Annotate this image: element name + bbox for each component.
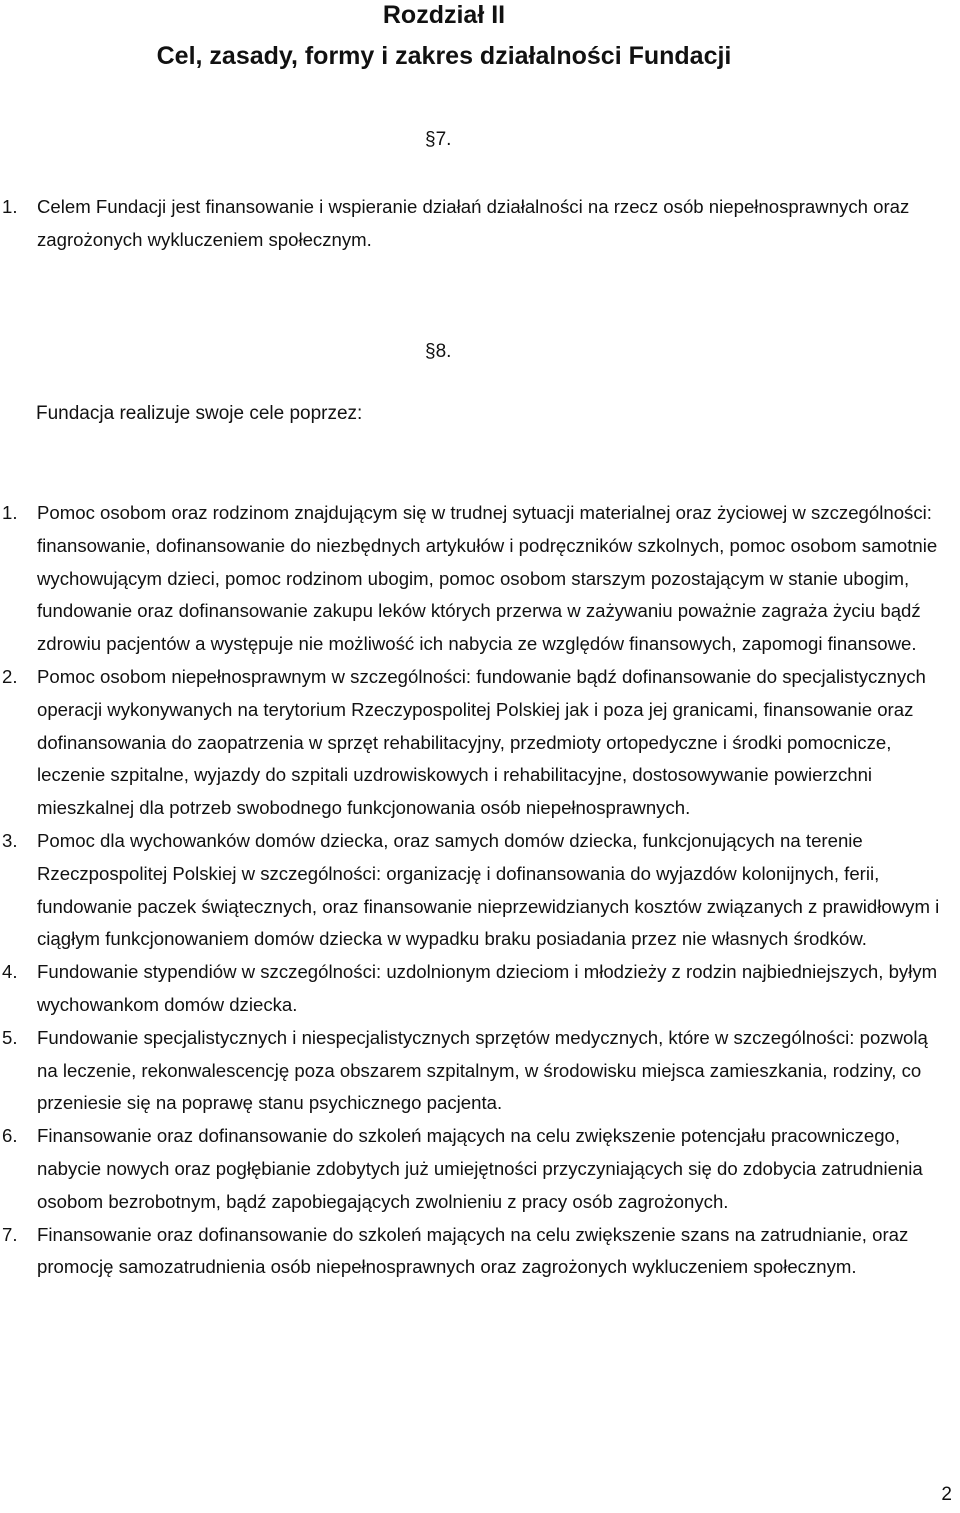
- list-item: [0, 190, 942, 256]
- list-item-number: 1.: [2, 502, 18, 523]
- section-7-list: [0, 190, 942, 256]
- list-item: [0, 956, 942, 1022]
- list-item-text: Pomoc osobom niepełnosprawnym w szczególności: fundowanie bądź dofinansowanie do specjalistycznych operacji wykonywanych na terytorium Rzeczypospolitej Polskiej jak i poza jej granicami, finansowanie oraz dofinansowania do zaopatrzenia w sprzęt rehabilitacyjny, przedmioty ortopedyczne i środki pomocnicze, leczenie szpitalne, wyjazdy do szpitali uzdrowiskowych i rehabilitacyjne, dostosowywanie powierzchni mieszkalnej dla potrzeb swobodnego funkcjonowania osób niepełnosprawnych.: [37, 665, 926, 819]
- list-item: [0, 1120, 942, 1218]
- section-8-mark: §8.: [425, 341, 452, 362]
- list-item-text: Fundowanie stypendiów w szczególności: uzdolnionym dzieciom i młodzieży z rodzin najbiedniejszych, byłym wychowankom domów dziecka.: [37, 961, 938, 1015]
- list-item: [0, 661, 942, 825]
- list-item: [0, 1022, 942, 1120]
- list-item-text: Pomoc dla wychowanków domów dziecka, oraz samych domów dziecka, funkcjonujących na terenie Rzeczpospolitej Polskiej w szczególności: organizację i dofinansowania do wyjazdów kolonijnych, ferii, fundowanie paczek świątecznych, oraz finansowanie nieprzewidzianych kosztów związanych z prawidłowym i ciągłym funkcjonowaniem domów dziecka w wypadku braku posiadania przez nie własnych środków.: [37, 829, 940, 950]
- list-item-number: 5.: [2, 1026, 18, 1048]
- list-item: [0, 1219, 942, 1285]
- list-item: [0, 825, 942, 956]
- list-item-text: Finansowanie oraz dofinansowanie do szkoleń mających na celu zwiększenie potencjału pracowniczego, nabycie nowych oraz pogłębianie zdobytych już umiejętności przyczyniających się do zdobycia zatrudnienia osobom bezrobotnym, bądź zapobiegających zwolnieniu z pracy osób zagrożonych.: [37, 1125, 923, 1212]
- list-item-number: 1.: [2, 196, 18, 217]
- page-number: 2: [941, 1484, 952, 1505]
- section-8-list: [0, 497, 942, 1284]
- section-8-intro: Fundacja realizuje swoje cele poprzez:: [36, 403, 363, 424]
- chapter-subtitle: Cel, zasady, formy i zakres działalności Fundacji: [156, 42, 732, 70]
- list-item-text: Pomoc osobom oraz rodzinom znajdującym się w trudnej sytuacji materialnej oraz życiowej w szczególności: finansowanie, dofinansowanie do niezbędnych artykułów i podręczników szkolnych, pomoc osobom samotnie wychowującym dzieci, pomoc rodzinom ubogim, pomoc osobom starszym pozostającym w stanie ubogim, fundowanie oraz dofinansowanie zakupu leków których przerwa w zażywaniu poważnie zagraża życiu bądź zdrowiu pacjentów a występuje nie możliwość ich nabycia ze względów finansowych, zapomogi finansowe.: [37, 502, 938, 655]
- list-item: [0, 497, 942, 661]
- list-item-text: Fundowanie specjalistycznych i niespecjalistycznych sprzętów medycznych, które w szczególności: pozwolą na leczenie, rekonwalescencję poza obszarem szpitalnym, w środowisku miejsca zamieszkania, rodziny, co przeniesie się na poprawę stanu psychicznego pacjenta.: [37, 1026, 928, 1114]
- list-item-number: 2.: [2, 665, 18, 687]
- list-item-text: Finansowanie oraz dofinansowanie do szkoleń mających na celu zwiększenie szans na zatrudnianie, oraz promocję samozatrudnienia osób niepełnosprawnych oraz zagrożonych wykluczeniem społecznym.: [37, 1223, 909, 1278]
- list-item-number: 3.: [2, 829, 18, 851]
- list-item-number: 6.: [2, 1125, 18, 1147]
- section-7-mark: §7.: [425, 129, 452, 150]
- chapter-title: Rozdział II: [382, 1, 506, 29]
- list-item-text: Celem Fundacji jest finansowanie i wspieranie działań działalności na rzecz osób niepełnosprawnych oraz zagrożonych wykluczeniem społecznym.: [37, 196, 910, 250]
- list-item-number: 7.: [2, 1223, 18, 1245]
- list-item-number: 4.: [2, 961, 18, 983]
